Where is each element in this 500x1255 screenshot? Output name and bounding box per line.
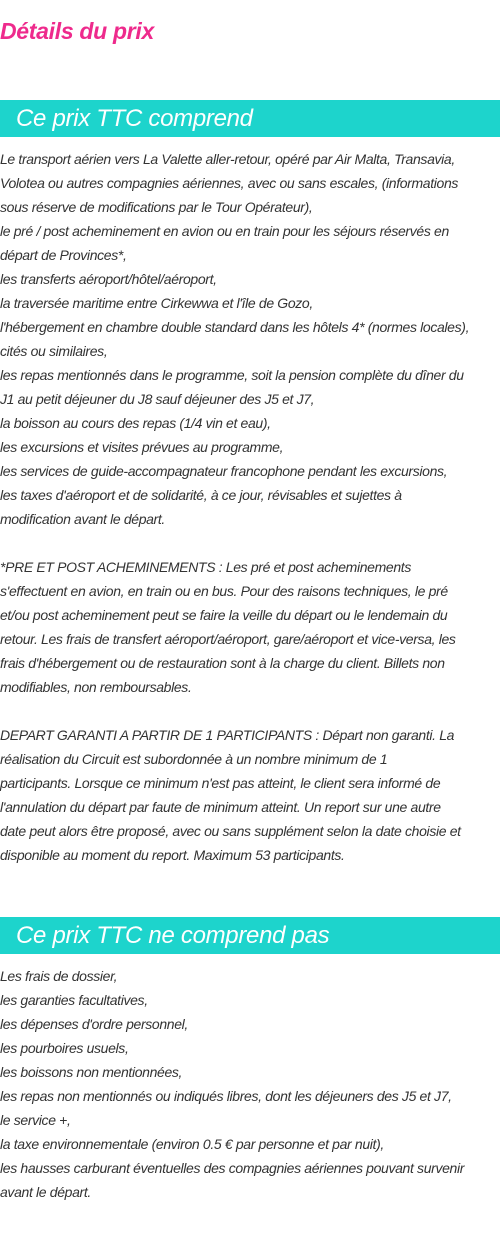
excludes-line: les dépenses d'ordre personnel,	[0, 1016, 188, 1032]
includes-line: l'hébergement en chambre double standard dans les hôtels 4* (normes locales),	[0, 319, 470, 335]
includes-heading: Ce prix TTC comprend	[16, 105, 253, 132]
excludes-line: Les frais de dossier,	[0, 968, 118, 984]
note-line: *PRE ET POST ACHEMINEMENTS : Les pré et post acheminements	[0, 559, 411, 575]
includes-line: les taxes d'aéroport et de solidarité, à ce jour, révisables et sujettes à	[0, 487, 402, 503]
note-line: et/ou post acheminement peut se faire la veille du départ ou le lendemain du	[0, 607, 448, 623]
includes-line: la boisson au cours des repas (1/4 vin et eau),	[0, 415, 271, 431]
note-line: date peut alors être proposé, avec ou sans supplément selon la date choisie et	[0, 823, 461, 839]
includes-line: sous réserve de modifications par le Tour Opérateur),	[0, 199, 313, 215]
includes-banner	[0, 100, 500, 137]
includes-line: Le transport aérien vers La Valette aller-retour, opéré par Air Malta, Transavia,	[0, 151, 455, 167]
note-line: modifiables, non remboursables.	[0, 679, 192, 695]
includes-line: les repas mentionnés dans le programme, soit la pension complète du dîner du	[0, 367, 464, 383]
includes-line: les services de guide-accompagnateur francophone pendant les excursions,	[0, 463, 448, 479]
note-line: disponible au moment du report. Maximum 53 participants.	[0, 847, 345, 863]
includes-line: Volotea ou autres compagnies aériennes, avec ou sans escales, (informations	[0, 175, 459, 191]
includes-line: modification avant le départ.	[0, 511, 165, 527]
excludes-line: la taxe environnementale (environ 0.5 € par personne et par nuit),	[0, 1136, 384, 1152]
includes-list	[0, 147, 500, 867]
page-title: Détails du prix	[0, 18, 154, 44]
includes-line: les transferts aéroport/hôtel/aéroport,	[0, 271, 217, 287]
excludes-line: avant le départ.	[0, 1184, 91, 1200]
includes-line: la traversée maritime entre Cirkewwa et l'île de Gozo,	[0, 295, 313, 311]
excludes-line: les repas non mentionnés ou indiqués libres, dont les déjeuners des J5 et J7,	[0, 1088, 452, 1104]
includes-line: départ de Provinces*,	[0, 247, 127, 263]
includes-line: J1 au petit déjeuner du J8 sauf déjeuner des J5 et J7,	[0, 391, 315, 407]
excludes-line: les boissons non mentionnées,	[0, 1064, 183, 1080]
note-line: DEPART GARANTI A PARTIR DE 1 PARTICIPANTS : Départ non garanti. La	[0, 727, 455, 743]
note-line: frais d'hébergement ou de restauration sont à la charge du client. Billets non	[0, 655, 445, 671]
note-line: l'annulation du départ par faute de minimum atteint. Un report sur une autre	[0, 799, 441, 815]
includes-line: le pré / post acheminement en avion ou en train pour les séjours réservés en	[0, 223, 449, 239]
note-line: participants. Lorsque ce minimum n'est pas atteint, le client sera informé de	[0, 775, 441, 791]
depart-note	[0, 723, 500, 867]
includes-line: cités ou similaires,	[0, 343, 108, 359]
note-line: retour. Les frais de transfert aéroport/aéroport, gare/aéroport et vice-versa, les	[0, 631, 456, 647]
excludes-line: les garanties facultatives,	[0, 992, 148, 1008]
note-line: s'effectuent en avion, en train ou en bus. Pour des raisons techniques, le pré	[0, 583, 448, 599]
excludes-line: les pourboires usuels,	[0, 1040, 129, 1056]
acheminements-note	[0, 555, 500, 699]
excludes-line: le service +,	[0, 1112, 71, 1128]
excludes-list	[0, 964, 500, 1204]
excludes-banner	[0, 917, 500, 954]
excludes-heading: Ce prix TTC ne comprend pas	[16, 922, 330, 949]
excludes-line: les hausses carburant éventuelles des compagnies aériennes pouvant survenir	[0, 1160, 465, 1176]
includes-line: les excursions et visites prévues au programme,	[0, 439, 284, 455]
note-line: réalisation du Circuit est subordonnée à un nombre minimum de 1	[0, 751, 388, 767]
